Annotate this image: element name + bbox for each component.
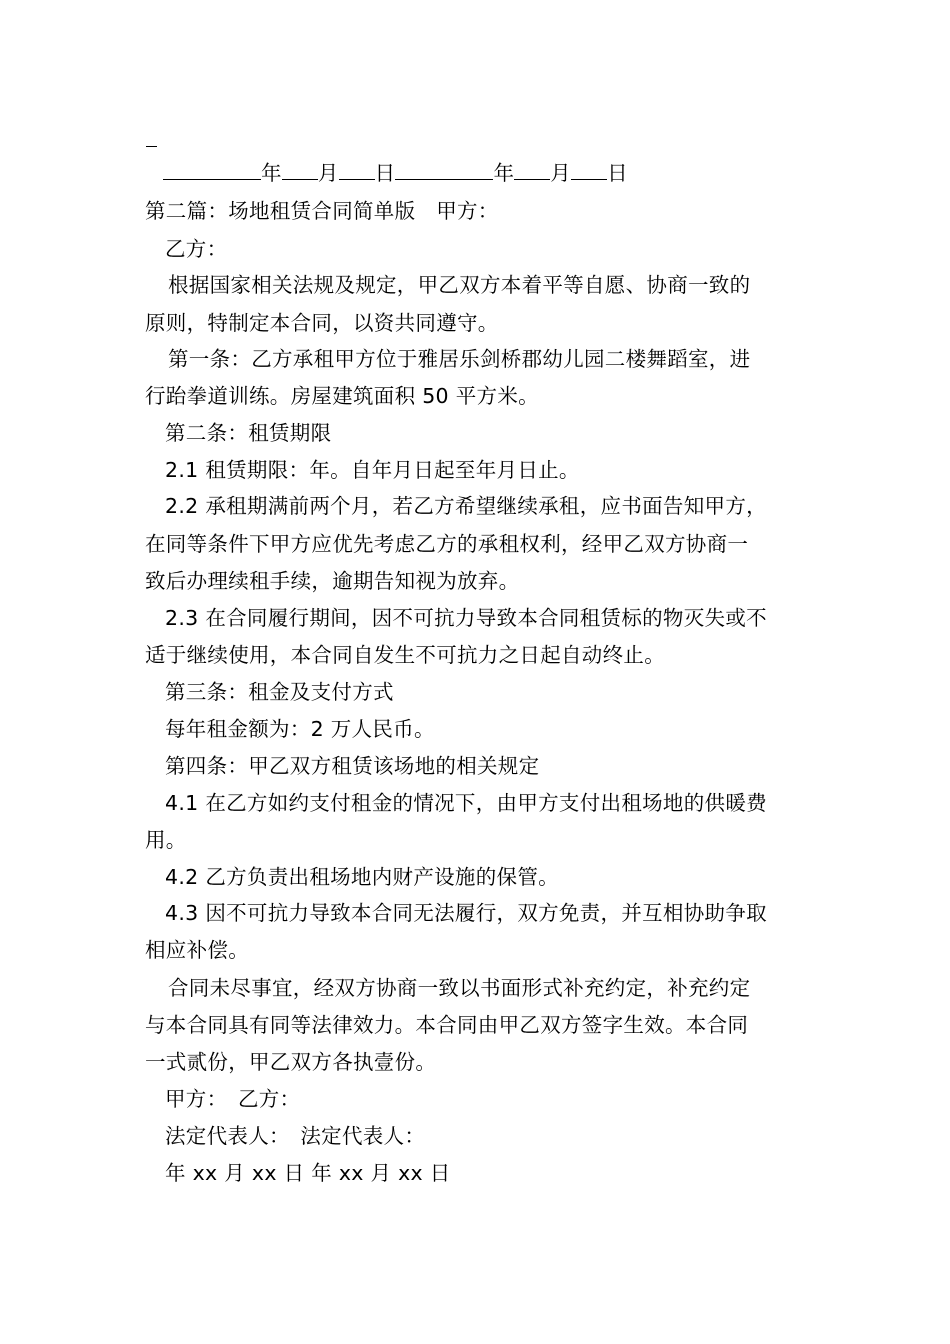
- section-title: 第二篇：场地租赁合同简单版 甲方：: [145, 199, 499, 223]
- signature-dates: 年 xx 月 xx 日 年 xx 月 xx 日: [165, 1161, 451, 1185]
- signature-parties: 甲方： 乙方：: [165, 1087, 301, 1111]
- closing-line-2: 与本合同具有同等法律效力。本合同由甲乙双方签字生效。本合同: [145, 1013, 749, 1037]
- clause-4-1-line-2: 用。: [145, 828, 187, 852]
- clause-2-3-line-2: 适于继续使用，本合同自发生不可抗力之日起自动终止。: [145, 643, 665, 667]
- blank-day-2: [571, 157, 607, 180]
- clause-4-3-line-1: 4.3 因不可抗力导致本合同无法履行，双方免责，并互相协助争取: [165, 901, 767, 925]
- underscore-mark: [146, 146, 157, 147]
- clause-2-1: 2.1 租赁期限：年。自年月日起至年月日止。: [165, 458, 580, 482]
- blank-month-2: [514, 157, 550, 180]
- date-day-2: 日: [607, 161, 628, 185]
- date-day-1: 日: [374, 161, 396, 185]
- article-4-heading: 第四条：甲乙双方租赁该场地的相关规定: [165, 754, 540, 778]
- preamble-line-1: 根据国家相关法规及规定，甲乙双方本着平等自愿、协商一致的: [168, 273, 751, 297]
- blank-year-1: [163, 157, 261, 180]
- clause-2-2-line-1: 2.2 承租期满前两个月，若乙方希望继续承租，应书面告知甲方，: [165, 494, 767, 518]
- closing-line-1: 合同未尽事宜，经双方协商一致以书面形式补充约定，补充约定: [168, 976, 751, 1000]
- clause-4-3-line-2: 相应补偿。: [145, 938, 249, 962]
- signature-date-line: [163, 157, 833, 187]
- clause-4-2: 4.2 乙方负责出租场地内财产设施的保管。: [165, 865, 559, 889]
- date-month-2: 月: [550, 161, 572, 185]
- annual-rent: 每年租金额为：2 万人民币。: [165, 717, 435, 741]
- date-month-1: 月: [317, 161, 339, 185]
- article-1-line-1: 第一条：乙方承租甲方位于雅居乐剑桥郡幼儿园二楼舞蹈室，进: [168, 347, 751, 371]
- date-year-1: 年: [261, 161, 282, 185]
- date-year-2: 年: [493, 161, 515, 185]
- clause-4-1-line-1: 4.1 在乙方如约支付租金的情况下，由甲方支付出租场地的供暖费: [165, 791, 767, 815]
- article-3-heading: 第三条：租金及支付方式: [165, 680, 394, 704]
- preamble-line-2: 原则，特制定本合同，以资共同遵守。: [145, 311, 499, 335]
- blank-year-2: [395, 157, 493, 180]
- article-1-line-2: 行跆拳道训练。房屋建筑面积 50 平方米。: [145, 384, 539, 408]
- closing-line-3: 一式贰份，甲乙双方各执壹份。: [145, 1050, 437, 1074]
- clause-2-2-line-3: 致后办理续租手续，逾期告知视为放弃。: [145, 569, 520, 593]
- article-2-heading: 第二条：租赁期限: [165, 421, 332, 445]
- clause-2-2-line-2: 在同等条件下甲方应优先考虑乙方的承租权利，经甲乙双方协商一: [145, 532, 749, 556]
- clause-2-3-line-1: 2.3 在合同履行期间，因不可抗力导致本合同租赁标的物灭失或不: [165, 606, 767, 630]
- signature-representatives: 法定代表人： 法定代表人：: [165, 1124, 426, 1148]
- party-b-heading: 乙方：: [165, 237, 228, 261]
- blank-day-1: [339, 157, 375, 180]
- blank-month-1: [282, 157, 318, 180]
